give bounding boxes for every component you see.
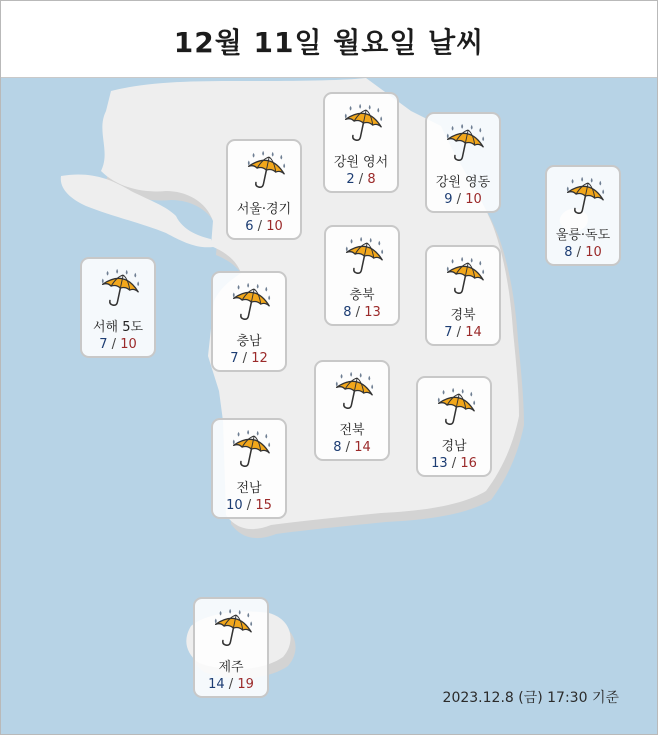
max-temp: 12: [251, 351, 268, 366]
min-temp: 10: [226, 498, 243, 513]
min-temp: 8: [343, 305, 352, 320]
min-temp: 2: [346, 172, 355, 187]
region-name: 강원 영서: [333, 155, 389, 170]
max-temp: 10: [465, 192, 482, 207]
page-title: 12월 11일 월요일 날씨: [173, 26, 485, 59]
temperature: [325, 172, 397, 187]
region-card-gangwon-yeongdong: [425, 112, 501, 213]
max-temp: 14: [465, 325, 482, 340]
umbrella-rain-icon: [442, 255, 488, 299]
temperature: [228, 219, 300, 234]
region-card-jeonnam: [211, 418, 287, 519]
min-temp: 7: [230, 351, 239, 366]
region-card-chungnam: [211, 271, 287, 372]
umbrella-rain-icon: [228, 281, 274, 325]
region-name: 전북: [339, 423, 365, 438]
umbrella-rain-icon: [433, 386, 479, 430]
region-card-seoul-gyeonggi: [226, 139, 302, 240]
temp-separator: /: [238, 351, 252, 366]
temp-separator: /: [572, 245, 586, 260]
temperature: [418, 456, 490, 471]
max-temp: 19: [237, 677, 254, 692]
min-temp: 8: [564, 245, 573, 260]
min-temp: 7: [99, 337, 108, 352]
reference-time: 2023.12.8 (금) 17:30 기준: [442, 690, 619, 706]
umbrella-rain-icon: [442, 122, 488, 166]
temp-separator: /: [452, 192, 466, 207]
temp-separator: /: [447, 456, 461, 471]
temp-separator: /: [354, 172, 368, 187]
region-name: 경북: [450, 308, 476, 323]
umbrella-rain-icon: [331, 370, 377, 414]
temperature: [82, 337, 154, 352]
region-name: 울릉·독도: [555, 228, 611, 243]
umbrella-rain-icon: [228, 428, 274, 472]
temperature: [213, 351, 285, 366]
region-name: 전남: [236, 481, 262, 496]
region-name: 서해 5도: [92, 320, 144, 335]
region-name: 제주: [218, 660, 244, 675]
temperature: [427, 192, 499, 207]
temp-separator: /: [253, 219, 267, 234]
temperature: [316, 440, 388, 455]
temp-separator: /: [341, 440, 355, 455]
max-temp: 15: [255, 498, 272, 513]
region-card-ulleung-dokdo: [545, 165, 621, 266]
umbrella-rain-icon: [243, 149, 289, 193]
min-temp: 9: [444, 192, 453, 207]
region-card-chungbuk: [324, 225, 400, 326]
temperature: [427, 325, 499, 340]
temperature: [326, 305, 398, 320]
title-bar: [1, 1, 657, 78]
min-temp: 6: [245, 219, 254, 234]
temp-separator: /: [107, 337, 121, 352]
umbrella-rain-icon: [562, 175, 608, 219]
max-temp: 10: [585, 245, 602, 260]
max-temp: 10: [266, 219, 283, 234]
max-temp: 13: [364, 305, 381, 320]
min-temp: 14: [208, 677, 225, 692]
umbrella-rain-icon: [340, 102, 386, 146]
max-temp: 8: [367, 172, 376, 187]
region-card-gyeongbuk: [425, 245, 501, 346]
max-temp: 16: [460, 456, 477, 471]
region-card-jeju: [193, 597, 269, 698]
max-temp: 10: [120, 337, 137, 352]
min-temp: 8: [333, 440, 342, 455]
max-temp: 14: [354, 440, 371, 455]
temp-separator: /: [452, 325, 466, 340]
umbrella-rain-icon: [341, 235, 387, 279]
region-name: 서울·경기: [236, 202, 292, 217]
region-card-seohae-5do: [80, 257, 156, 358]
min-temp: 7: [444, 325, 453, 340]
region-name: 강원 영동: [435, 175, 491, 190]
region-card-jeonbuk: [314, 360, 390, 461]
umbrella-rain-icon: [97, 267, 143, 311]
umbrella-rain-icon: [210, 607, 256, 651]
min-temp: 13: [431, 456, 448, 471]
region-name: 충남: [236, 334, 262, 349]
region-card-gyeongnam: [416, 376, 492, 477]
temperature: [547, 245, 619, 260]
temp-separator: /: [242, 498, 256, 513]
temp-separator: /: [351, 305, 365, 320]
temperature: [195, 677, 267, 692]
region-name: 충북: [349, 288, 375, 303]
temp-separator: /: [224, 677, 238, 692]
temperature: [213, 498, 285, 513]
region-name: 경남: [441, 439, 467, 454]
region-card-gangwon-yeongseo: [323, 92, 399, 193]
